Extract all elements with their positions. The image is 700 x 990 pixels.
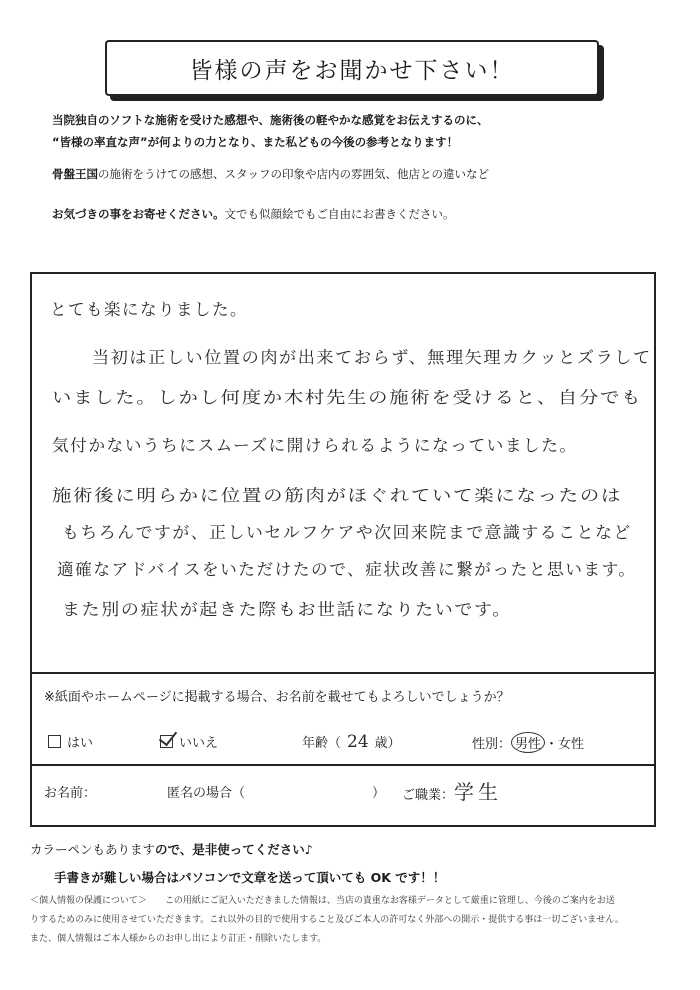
comment-line: また別の症状が起きた際もお世話になりたいです。 <box>62 600 512 619</box>
option-no[interactable]: いいえ <box>160 732 218 751</box>
occupation-field[interactable]: ご職業：学生 <box>402 780 503 804</box>
privacy-line-2: りするためのみに使用させていただきます。これ以外の目的で使用すること及びご本人の許可なく外部への開示・提供する事は一切ございません。 <box>30 915 624 925</box>
divider-line <box>32 672 654 674</box>
color-pen-note: カラーペンもありますので、是非使ってください♪ <box>30 842 313 857</box>
comment-line: とても楽になりました。 <box>50 300 248 319</box>
title-box <box>105 40 599 96</box>
comment-line: 気付かないうちにスムーズに開けられるようになっていました。 <box>52 436 578 455</box>
anonymous-field[interactable]: 匿名の場合（ <box>167 786 246 801</box>
no-checkbox[interactable] <box>160 735 173 748</box>
name-label: お名前： <box>44 786 97 801</box>
intro-line-4: お気づきの事をお寄せください。文でも似顔絵でもご自由にお書きください。 <box>52 207 455 221</box>
anonymous-close: ） <box>372 786 386 801</box>
privacy-line-1: ＜個人情報の保護について＞ この用紙にご記入いただきました情報は、当店の貴重なお客様データとして厳重に管理し、今後のご案内をお送 <box>30 896 615 906</box>
comment-line: 施術後に明らかに位置の筋肉がほぐれていて楽になったのは <box>52 486 623 505</box>
comment-area[interactable] <box>32 274 654 672</box>
gender-field: 性別： 男性 ・女性 <box>472 732 584 753</box>
survey-form <box>30 272 656 827</box>
brand-name: 骨盤王国 <box>52 167 98 181</box>
option-yes[interactable]: はい <box>48 732 93 751</box>
intro-line-1: 当院独自のソフトな施術を受けた感想や、施術後の軽やかな感覚をお伝えするのに、 <box>52 113 489 127</box>
consent-question: ※紙面やホームページに掲載する場合、お名前を載せてもよろしいでしょうか？ <box>44 690 510 705</box>
comment-line: 適確なアドバイスをいただけたので、症状改善に繋がったと思います。 <box>57 560 637 579</box>
occupation-value: 学生 <box>454 780 503 804</box>
age-value: 24 <box>347 732 369 752</box>
age-field[interactable]: 年齢（ 24 歳） <box>302 732 401 752</box>
yes-checkbox[interactable] <box>48 735 61 748</box>
gender-male-option[interactable]: 男性 <box>511 732 545 753</box>
intro-line-3: 骨盤王国の施術をうけての感想、スタッフの印象や店内の雰囲気、他店との違いなど <box>52 167 489 181</box>
intro-line-2: “皆様の率直な声”が何よりの力となり、また私どもの今後の参考となります！ <box>52 135 459 149</box>
pc-submission-note: 手書きが難しい場合はパソコンで文章を送って頂いても OK です！！ <box>54 870 446 885</box>
page-title: 皆様の声をお聞かせ下さい！ <box>189 57 515 84</box>
privacy-line-3: また、個人情報はご本人様からのお申し出により訂正・削除いたします。 <box>30 934 327 944</box>
comment-line: もちろんですが、正しいセルフケアや次回来院まで意識することなど <box>62 523 632 542</box>
comment-line: いました。しかし何度か木村先生の施術を受けると、自分でも <box>52 388 643 407</box>
comment-line: 当初は正しい位置の肉が出来ておらず、無理矢理カクッとズラして <box>92 348 652 367</box>
divider-line <box>32 764 654 766</box>
gender-female-option[interactable]: 女性 <box>558 737 585 752</box>
